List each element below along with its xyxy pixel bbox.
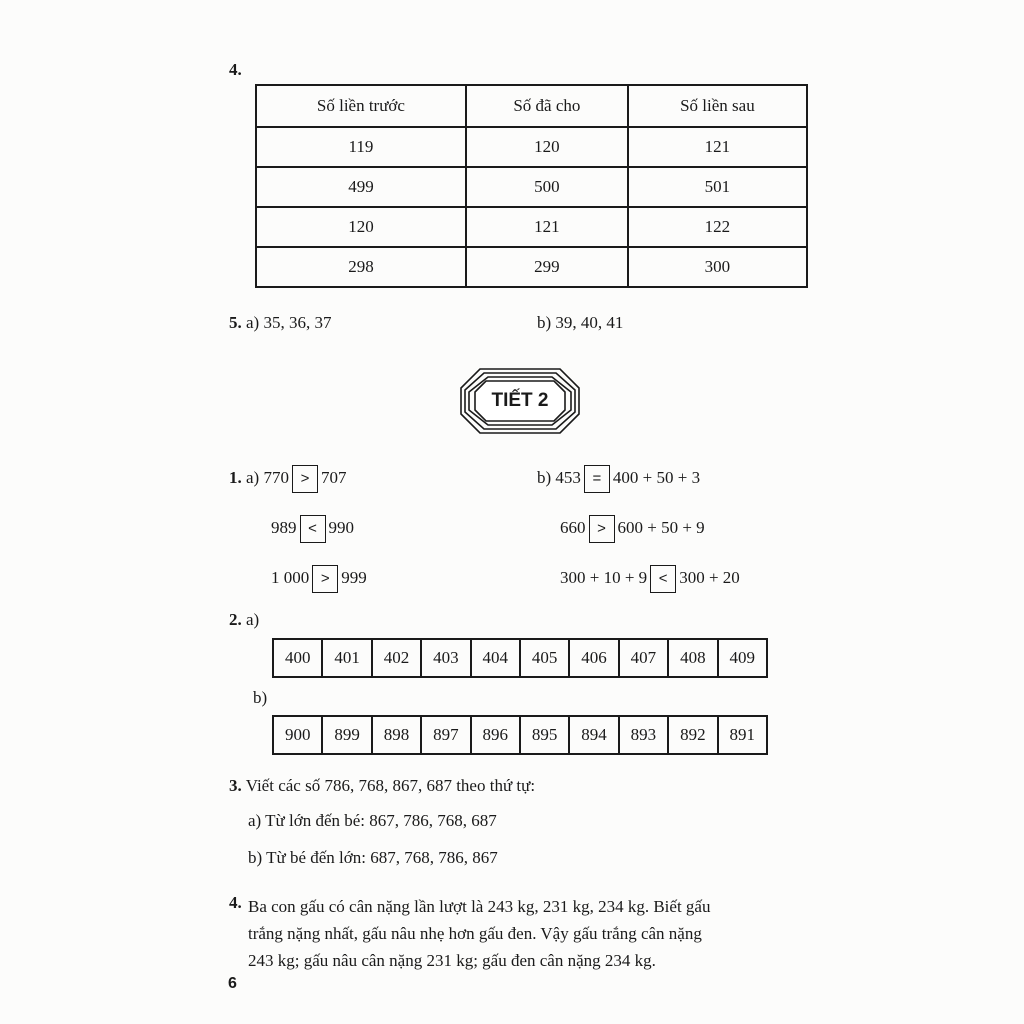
right-value: 300 + 20 bbox=[679, 567, 740, 587]
part-label: a) bbox=[246, 467, 260, 487]
exercise-5 bbox=[229, 313, 331, 333]
exercise-number: 1. bbox=[229, 467, 242, 487]
table-row bbox=[256, 127, 807, 167]
right-value: 990 bbox=[328, 517, 354, 537]
comparison-box: < bbox=[650, 565, 676, 593]
sequence-cell: 406 bbox=[568, 640, 617, 676]
sequence-cell: 893 bbox=[618, 717, 667, 753]
number-sequence-a bbox=[272, 638, 768, 678]
sequence-cell: 899 bbox=[321, 717, 370, 753]
comparison-box: = bbox=[584, 465, 610, 493]
sequence-cell: 404 bbox=[470, 640, 519, 676]
sequence-cell: 402 bbox=[371, 640, 420, 676]
table-cell: 299 bbox=[466, 247, 628, 287]
left-value: 300 + 10 + 9 bbox=[560, 567, 648, 587]
sequence-cell: 409 bbox=[717, 640, 766, 676]
exercise-number: 4. bbox=[229, 893, 242, 912]
sequence-cell: 403 bbox=[420, 640, 469, 676]
left-value: 453 bbox=[555, 467, 581, 487]
comparison-b-2 bbox=[560, 515, 705, 543]
sequence-cell: 897 bbox=[420, 717, 469, 753]
left-value: 770 bbox=[263, 467, 289, 487]
exercise-number: 3. bbox=[229, 776, 242, 795]
sequence-cell: 891 bbox=[717, 717, 766, 753]
sequence-cell: 895 bbox=[519, 717, 568, 753]
table-row bbox=[256, 207, 807, 247]
comparison-b-3 bbox=[560, 565, 740, 593]
left-value: 989 bbox=[271, 517, 297, 537]
comparison-a-3 bbox=[271, 565, 367, 593]
sequence-cell: 896 bbox=[470, 717, 519, 753]
right-value: 600 + 50 + 9 bbox=[617, 517, 705, 537]
answer-b: b) 39, 40, 41 bbox=[537, 313, 624, 332]
answer-a: a) Từ lớn đến bé: 867, 786, 768, 687 bbox=[248, 811, 497, 830]
sequence-cell: 405 bbox=[519, 640, 568, 676]
part-label: a) bbox=[246, 610, 260, 629]
text-line: 243 kg; gấu nâu cân nặng 231 kg; gấu đen cân nặng 234 kg. bbox=[248, 951, 656, 970]
text-line: Ba con gấu có cân nặng lần lượt là 243 kg, 231 kg, 234 kg. Biết gấu bbox=[248, 897, 711, 916]
table-cell: 120 bbox=[256, 207, 466, 247]
table-cell: 121 bbox=[466, 207, 628, 247]
exercise-number: 5. bbox=[229, 313, 242, 332]
sequence-cell: 407 bbox=[618, 640, 667, 676]
table-header: Số liền trước bbox=[256, 85, 466, 127]
comparison-b-1 bbox=[537, 465, 700, 493]
sequence-cell: 898 bbox=[371, 717, 420, 753]
table-cell: 122 bbox=[628, 207, 807, 247]
table-cell: 121 bbox=[628, 127, 807, 167]
sequence-cell: 894 bbox=[568, 717, 617, 753]
exercise-number: 4. bbox=[229, 60, 242, 79]
table-cell: 120 bbox=[466, 127, 628, 167]
table-cell: 298 bbox=[256, 247, 466, 287]
table-header: Số đã cho bbox=[466, 85, 628, 127]
table-cell: 119 bbox=[256, 127, 466, 167]
table-header-row bbox=[256, 85, 807, 127]
sequence-cell: 900 bbox=[284, 725, 311, 744]
table-row bbox=[256, 167, 807, 207]
table-cell: 300 bbox=[628, 247, 807, 287]
number-sequence-b bbox=[272, 715, 768, 755]
sequence-cell: 892 bbox=[667, 717, 716, 753]
table-cell: 499 bbox=[256, 167, 466, 207]
exercise-4-text bbox=[248, 893, 710, 974]
right-value: 400 + 50 + 3 bbox=[612, 467, 701, 487]
part-label: b) bbox=[537, 467, 552, 487]
table-cell: 500 bbox=[466, 167, 628, 207]
text-line: trắng nặng nhất, gấu nâu nhẹ hơn gấu đen. Vậy gấu trắng cân nặng bbox=[248, 924, 702, 943]
comparison-box: > bbox=[589, 515, 615, 543]
exercise-number: 2. bbox=[229, 610, 242, 629]
answer-b: b) Từ bé đến lớn: 687, 768, 786, 867 bbox=[248, 848, 498, 867]
left-value: 1 000 bbox=[271, 567, 310, 587]
right-value: 707 bbox=[320, 467, 347, 487]
exercise-2-label bbox=[229, 610, 259, 630]
right-value: 999 bbox=[341, 567, 367, 587]
table-cell: 501 bbox=[628, 167, 807, 207]
answer-a: a) 35, 36, 37 bbox=[246, 313, 332, 332]
section-badge bbox=[460, 368, 580, 434]
comparison-box: > bbox=[312, 565, 338, 593]
comparison-a-2 bbox=[271, 515, 354, 543]
comparison-box: > bbox=[292, 465, 318, 493]
exercise-3-prompt bbox=[229, 776, 535, 796]
left-value: 660 bbox=[560, 517, 586, 537]
prompt-text: Viết các số 786, 768, 867, 687 theo thứ tự: bbox=[245, 776, 536, 795]
part-label: b) bbox=[253, 688, 268, 707]
neighbor-numbers-table bbox=[255, 84, 808, 288]
table-row bbox=[256, 247, 807, 287]
page-number: 6 bbox=[228, 975, 237, 992]
sequence-cell: 401 bbox=[321, 640, 370, 676]
comparison-a-1 bbox=[229, 465, 346, 493]
table-header: Số liền sau bbox=[628, 85, 807, 127]
sequence-cell: 400 bbox=[284, 648, 311, 667]
sequence-cell: 408 bbox=[667, 640, 716, 676]
section-title: TIẾT 2 bbox=[491, 390, 549, 411]
comparison-box: < bbox=[300, 515, 326, 543]
